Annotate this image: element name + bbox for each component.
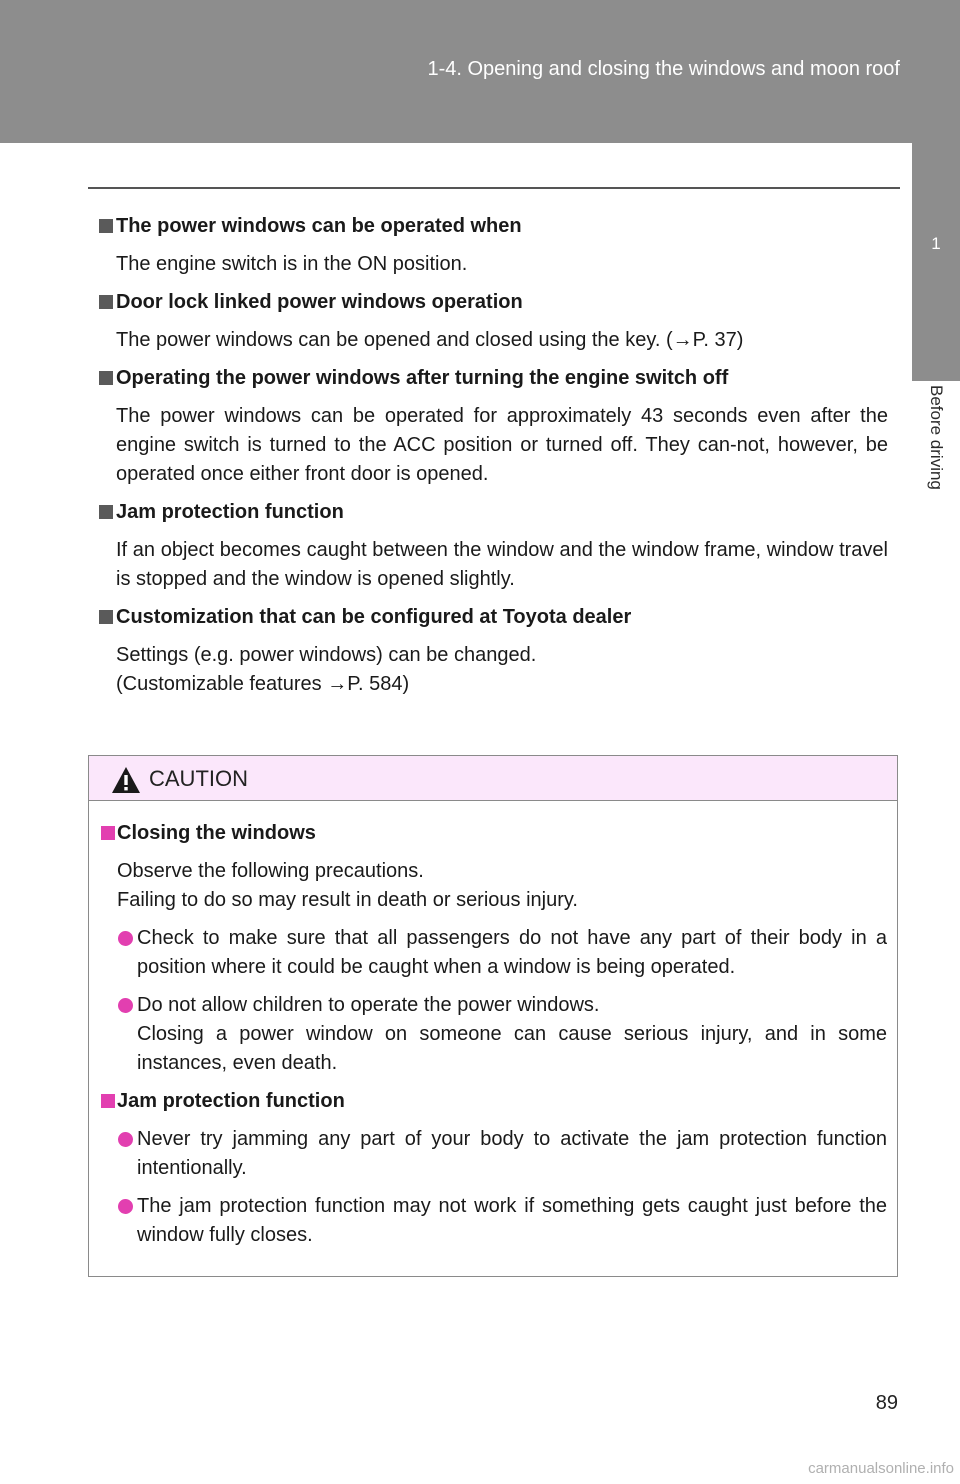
section-customization (88, 603, 888, 699)
circle-bullet-icon (118, 931, 133, 946)
warning-triangle-icon (111, 766, 141, 794)
caution-text: Observe the following precautions. Failing to do so may result in death or serious injury. (117, 860, 578, 911)
section-text: Settings (e.g. power windows) can be changed. (116, 644, 537, 666)
section-text: (Customizable features →P. 584) (116, 673, 410, 695)
circle-bullet-icon (118, 998, 133, 1013)
caution-heading: Closing the windows (89, 819, 887, 848)
section-heading: Jam protection function (88, 498, 888, 527)
square-bullet-icon (99, 610, 113, 624)
square-bullet-icon (99, 371, 113, 385)
section-body (88, 250, 888, 279)
caution-bullet: Check to make sure that all passengers do not have any part of their body in a position where it could be caught when a window is being operated. (89, 924, 887, 982)
section-text: The power windows can be operated for approximately 43 seconds even after the engine switch is turned to the ACC position or turned off. They can-not, however, be operated once either front door is opened. (116, 405, 888, 485)
section-door-lock (88, 288, 888, 355)
square-bullet-icon (101, 826, 115, 840)
square-bullet-icon (99, 219, 113, 233)
caution-bullet: The jam protection function may not work if something gets caught just before the window fully closes. (89, 1192, 887, 1250)
section-body (88, 536, 888, 594)
caution-bullet: Never try jamming any part of your body to activate the jam protection function intentionally. (89, 1125, 887, 1183)
square-bullet-icon (101, 1094, 115, 1108)
caution-box (88, 755, 898, 1277)
caution-bullet: Do not allow children to operate the power windows. Closing a power window on someone can cause serious injury, and in some instances, even death. (89, 991, 887, 1078)
section-body (88, 641, 888, 699)
caution-header (89, 756, 897, 801)
section-operating-condition (88, 212, 888, 279)
section-heading: Door lock linked power windows operation (88, 288, 888, 317)
circle-bullet-icon (118, 1199, 133, 1214)
watermark: carmanualsonline.info (808, 1460, 954, 1477)
section-body (88, 402, 888, 489)
chapter-tab-number: 1 (931, 234, 941, 253)
info-sections (88, 212, 888, 708)
chapter-tab-label: Before driving (927, 385, 946, 490)
section-heading: The power windows can be operated when (88, 212, 888, 241)
chapter-title: 1-4. Opening and closing the windows and moon roof (427, 58, 900, 80)
section-body (88, 326, 888, 355)
page-number: 89 (875, 1392, 898, 1414)
page-header (0, 0, 960, 143)
circle-bullet-icon (118, 1132, 133, 1147)
square-bullet-icon (99, 295, 113, 309)
caution-title: CAUTION (149, 766, 248, 791)
caution-body (89, 801, 897, 1250)
section-text: The power windows can be opened and closed using the key. (→P. 37) (116, 329, 744, 351)
section-text: The engine switch is in the ON position. (116, 253, 468, 275)
chapter-tab (912, 143, 960, 381)
section-heading: Operating the power windows after turning the engine switch off (88, 364, 888, 393)
section-jam-protection (88, 498, 888, 594)
section-heading: Customization that can be configured at Toyota dealer (88, 603, 888, 632)
caution-heading: Jam protection function (89, 1087, 887, 1116)
section-after-engine-off (88, 364, 888, 489)
section-text: If an object becomes caught between the window and the window frame, window travel is stopped and the window is opened slightly. (116, 539, 888, 590)
square-bullet-icon (99, 505, 113, 519)
header-divider (88, 187, 900, 189)
